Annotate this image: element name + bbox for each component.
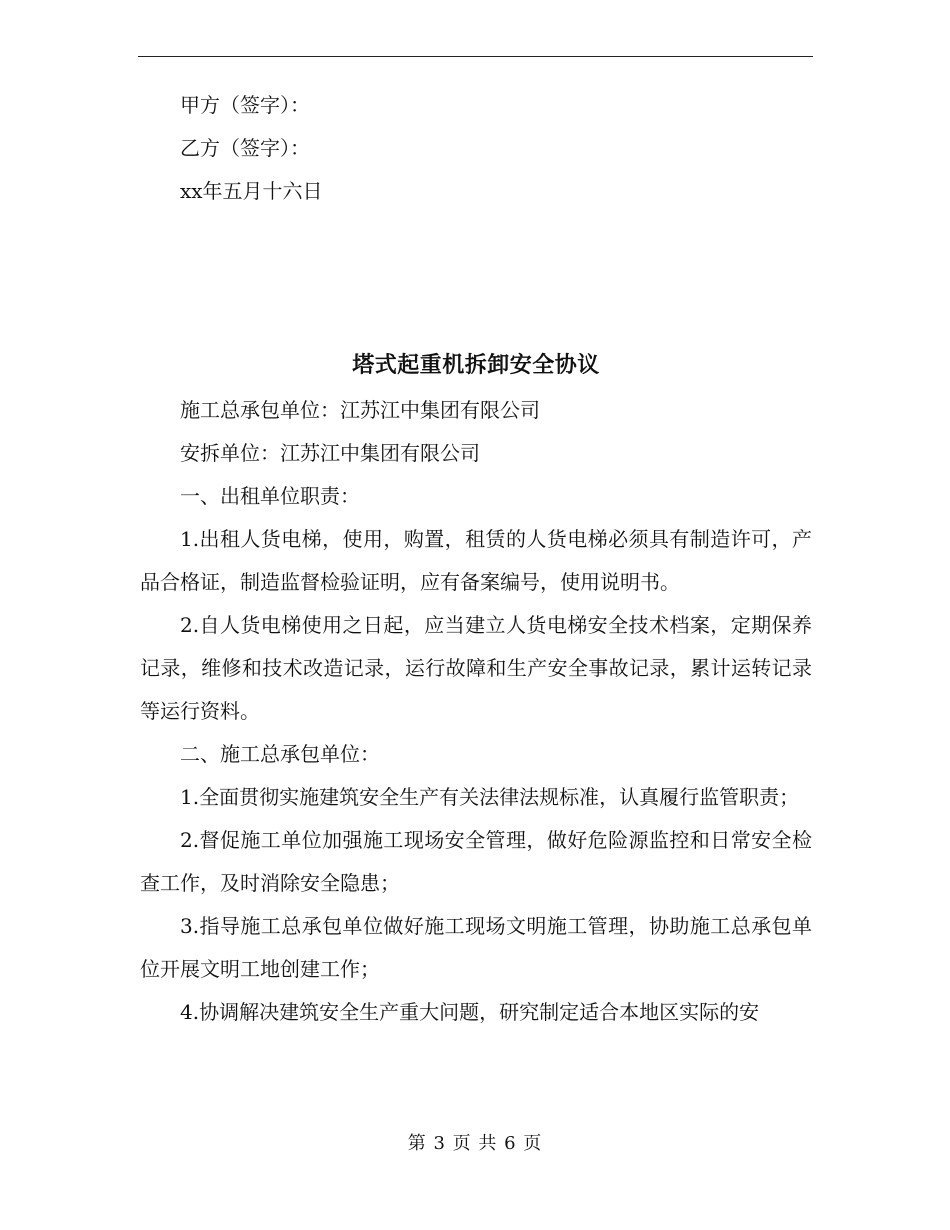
general-contractor-line: 施工总承包单位：江苏江中集团有限公司 bbox=[180, 398, 540, 422]
section-2-item-1: 1.全面贯彻实施建筑安全生产有关法律法规标准，认真履行监管职责； bbox=[180, 785, 800, 809]
dismantling-unit-line: 安拆单位：江苏江中集团有限公司 bbox=[180, 441, 480, 465]
page-content bbox=[140, 84, 812, 1034]
section-1-heading: 一、出租单位职责： bbox=[180, 484, 360, 508]
agreement-title: 塔式起重机拆卸安全协议 bbox=[352, 352, 600, 378]
section-1-item-1: 1.出租人货电梯，使用，购置，租赁的人货电梯必须具有制造许可，产品合格证，制造监督检验证明，应有备案编号，使用说明书。 bbox=[140, 527, 812, 594]
section-1-item-2: 2.自人货电梯使用之日起，应当建立人货电梯安全技术档案，定期保养记录，维修和技术改造记录，运行故障和生产安全事故记录，累计运转记录等运行资料。 bbox=[140, 613, 812, 723]
section-2-item-3: 3.指导施工总承包单位做好施工现场文明施工管理，协助施工总承包单位开展文明工地创建工作； bbox=[140, 914, 812, 981]
section-2-item-4: 4.协调解决建筑安全生产重大问题，研究制定适合本地区实际的安 bbox=[180, 1000, 760, 1024]
party-b-signature: 乙方（签字）： bbox=[180, 136, 310, 160]
party-a-signature: 甲方（签字）： bbox=[180, 93, 310, 117]
section-2-heading: 二、施工总承包单位： bbox=[180, 742, 380, 766]
section-2-item-2: 2.督促施工单位加强施工现场安全管理，做好危险源监控和日常安全检查工作，及时消除安全隐患； bbox=[140, 828, 812, 895]
section-gap bbox=[140, 213, 812, 341]
header-rule bbox=[138, 56, 813, 57]
page-footer: 第 3 页 共 6 页 bbox=[407, 1133, 543, 1154]
signature-date: xx年五月十六日 bbox=[180, 179, 323, 203]
